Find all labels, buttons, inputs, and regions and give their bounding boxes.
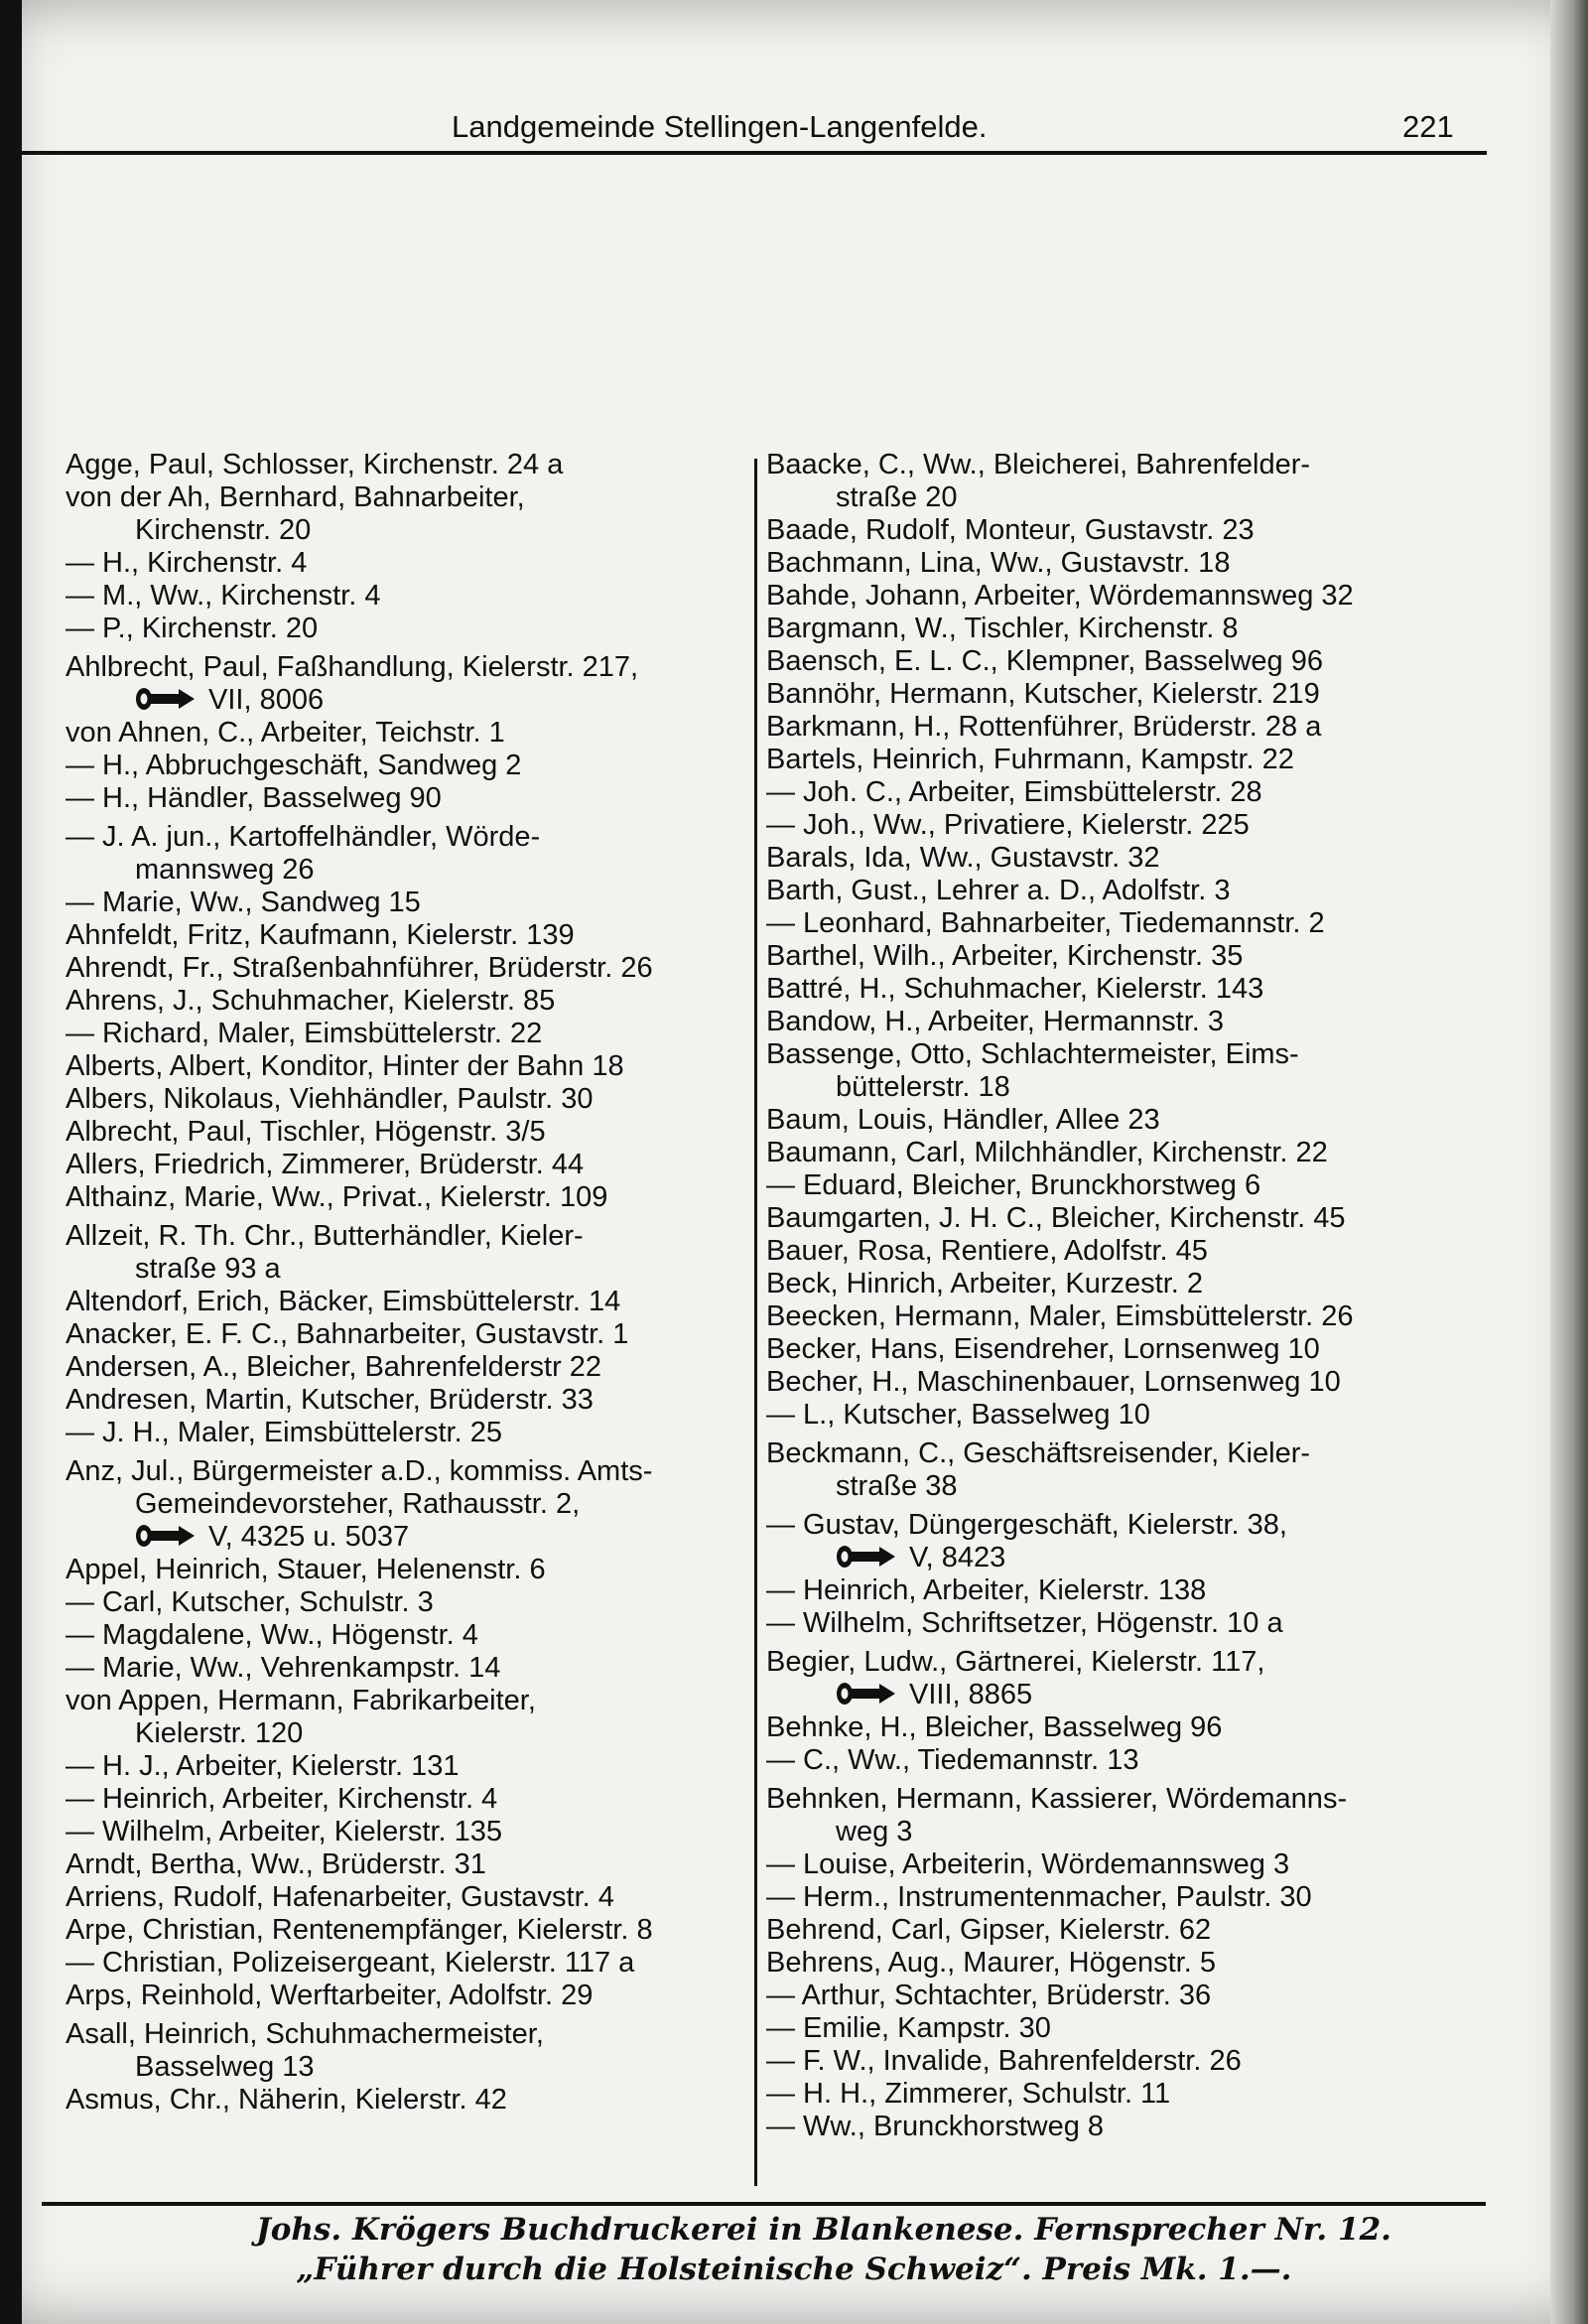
directory-entry — [66, 449, 750, 481]
directory-entry — [766, 1914, 1461, 1947]
footer-rule — [42, 2202, 1486, 2206]
entry-text: — Heinrich, Arbeiter, Kirchenstr. 4 — [66, 1783, 498, 1815]
directory-entry — [66, 2051, 750, 2084]
entry-text: Alberts, Albert, Konditor, Hinter der Bahn 18 — [66, 1050, 624, 1082]
directory-entry — [66, 1816, 750, 1848]
entry-text: Barals, Ida, Ww., Gustavstr. 32 — [766, 842, 1160, 874]
directory-entry — [66, 514, 750, 547]
entry-text: Andersen, A., Bleicher, Bahrenfelderstr 22 — [66, 1351, 602, 1383]
directory-entry — [66, 919, 750, 952]
directory-entry — [766, 1646, 1461, 1679]
directory-entry — [766, 776, 1461, 809]
directory-entry — [66, 1083, 750, 1116]
directory-entry — [766, 1881, 1461, 1914]
entry-text: — Gustav, Düngergeschäft, Kielerstr. 38, — [766, 1509, 1287, 1541]
entry-text: Baum, Louis, Händler, Allee 23 — [766, 1104, 1160, 1136]
directory-entry — [66, 1417, 750, 1449]
entry-text: Asall, Heinrich, Schuhmachermeister, — [66, 2018, 544, 2050]
entry-text: Behrens, Aug., Maurer, Högenstr. 5 — [766, 1947, 1216, 1979]
directory-entry — [66, 1980, 750, 2012]
telephone-receiver-icon — [836, 1680, 897, 1708]
directory-entry — [66, 1116, 750, 1149]
entry-text: Ahnfeldt, Fritz, Kaufmann, Kielerstr. 139 — [66, 919, 575, 951]
entry-text: — Wilhelm, Schriftsetzer, Högenstr. 10 a — [766, 1607, 1283, 1639]
entry-text: von der Ah, Bernhard, Bahnarbeiter, — [66, 481, 525, 513]
entry-text: — Wilhelm, Arbeiter, Kielerstr. 135 — [66, 1816, 502, 1847]
entry-text: Behrend, Carl, Gipser, Kielerstr. 62 — [766, 1914, 1212, 1946]
entry-text: straße 20 — [836, 481, 958, 513]
directory-entry — [766, 973, 1461, 1006]
directory-entry — [66, 1685, 750, 1717]
entry-text: — J. A. jun., Kartoffelhändler, Wörde- — [66, 821, 541, 853]
page-number: 221 — [1402, 109, 1454, 144]
entry-text: straße 38 — [836, 1470, 958, 1502]
directory-entry — [66, 1750, 750, 1783]
directory-entry — [66, 1717, 750, 1750]
directory-entry — [66, 1947, 750, 1980]
entry-text: Behnken, Hermann, Kassierer, Wördemanns- — [766, 1783, 1348, 1815]
entry-text: büttelerstr. 18 — [836, 1071, 1010, 1103]
directory-entry — [766, 907, 1461, 940]
entry-text: — Leonhard, Bahnarbeiter, Tiedemannstr. 2 — [766, 907, 1325, 939]
entry-text: Battré, H., Schuhmacher, Kielerstr. 143 — [766, 973, 1264, 1005]
directory-entry — [66, 1554, 750, 1586]
directory-entry — [766, 1137, 1461, 1169]
directory-entry — [766, 1711, 1461, 1744]
directory-entry — [66, 1181, 750, 1214]
entry-text: — Emilie, Kampstr. 30 — [766, 2012, 1051, 2044]
entry-text: Gemeindevorsteher, Rathausstr. 2, — [135, 1488, 581, 1520]
directory-entry — [766, 1437, 1461, 1470]
directory-entry — [766, 2012, 1461, 2045]
entry-text: Arndt, Bertha, Ww., Brüderstr. 31 — [66, 1848, 486, 1880]
entry-text: Basselweg 13 — [135, 2051, 315, 2083]
directory-entry — [66, 1351, 750, 1384]
entry-text: Bahde, Johann, Arbeiter, Wördemannsweg 32 — [766, 580, 1354, 612]
entry-text: Beecken, Hermann, Maler, Eimsbüttelerstr. 26 — [766, 1300, 1354, 1332]
scan-edge-right — [1550, 0, 1588, 2324]
directory-entry — [766, 2078, 1461, 2111]
entry-text: von Ahnen, C., Arbeiter, Teichstr. 1 — [66, 717, 505, 749]
directory-entry — [66, 1619, 750, 1652]
directory-entry — [766, 678, 1461, 711]
entry-text: VII, 8006 — [208, 684, 325, 716]
entry-text: — P., Kirchenstr. 20 — [66, 613, 319, 644]
entry-text: Bannöhr, Hermann, Kutscher, Kielerstr. 219 — [766, 678, 1320, 710]
directory-entry — [66, 887, 750, 919]
entry-text: — Marie, Ww., Sandweg 15 — [66, 887, 421, 918]
directory-entry — [66, 1914, 750, 1947]
entry-text: — H. J., Arbeiter, Kielerstr. 131 — [66, 1750, 460, 1782]
directory-entry — [66, 651, 750, 684]
directory-entry — [766, 1509, 1461, 1542]
directory-entry — [766, 1169, 1461, 1202]
printer-footer — [0, 2210, 1588, 2289]
directory-entry — [766, 1006, 1461, 1038]
entry-text: Arriens, Rudolf, Hafenarbeiter, Gustavstr. 4 — [66, 1881, 614, 1913]
directory-entry — [766, 1333, 1461, 1366]
entry-text: Baumann, Carl, Milchhändler, Kirchenstr. 22 — [766, 1137, 1328, 1168]
directory-entry — [766, 1574, 1461, 1607]
directory-entry — [766, 1816, 1461, 1848]
entry-text: Bauer, Rosa, Rentiere, Adolfstr. 45 — [766, 1235, 1208, 1267]
directory-entry — [766, 1607, 1461, 1640]
entry-text: Agge, Paul, Schlosser, Kirchenstr. 24 a — [66, 449, 564, 480]
directory-entry — [66, 613, 750, 645]
entry-text: Baacke, C., Ww., Bleicherei, Bahrenfelder- — [766, 449, 1311, 480]
entry-text: — C., Ww., Tiedemannstr. 13 — [766, 1744, 1139, 1776]
directory-entry — [766, 1947, 1461, 1980]
scan-edge-left — [0, 0, 22, 2324]
directory-entry — [766, 2045, 1461, 2078]
footer-line-2: „Führer durch die Holsteinische Schweiz“. Preis Mk. 1.—. — [296, 2252, 1292, 2287]
directory-entry — [66, 1050, 750, 1083]
directory-entry — [766, 1848, 1461, 1881]
directory-entry — [766, 547, 1461, 580]
entry-text: — Carl, Kutscher, Schulstr. 3 — [66, 1586, 434, 1618]
entry-text: — H. H., Zimmerer, Schulstr. 11 — [766, 2078, 1171, 2110]
directory-entry — [766, 711, 1461, 744]
directory-entry — [66, 821, 750, 854]
entry-text: Barkmann, H., Rottenführer, Brüderstr. 28 a — [766, 711, 1322, 743]
entry-text: — Richard, Maler, Eimsbüttelerstr. 22 — [66, 1018, 543, 1049]
telephone-receiver-icon — [135, 685, 197, 713]
entry-text: — M., Ww., Kirchenstr. 4 — [66, 580, 381, 612]
directory-entry — [766, 842, 1461, 875]
directory-entry — [66, 1586, 750, 1619]
page-title: Landgemeinde Stellingen-Langenfelde. — [452, 109, 988, 144]
entry-text: Behnke, H., Bleicher, Basselweg 96 — [766, 1711, 1223, 1743]
entry-text: — Christian, Polizeisergeant, Kielerstr. 117 a — [66, 1947, 635, 1979]
directory-entry — [766, 580, 1461, 613]
entry-text: Ahrendt, Fr., Straßenbahnführer, Brüderstr. 26 — [66, 952, 653, 984]
footer-line-1: Johs. Krögers Buchdruckerei in Blankenese. Fernsprecher Nr. 12. — [256, 2212, 1391, 2248]
directory-entry — [66, 684, 750, 717]
entry-text: Anz, Jul., Bürgermeister a.D., kommiss. Amts- — [66, 1455, 653, 1487]
entry-text: Baensch, E. L. C., Klempner, Basselweg 96 — [766, 645, 1323, 677]
entry-text: — Arthur, Schtachter, Brüderstr. 36 — [766, 1980, 1212, 2011]
header-rule — [20, 151, 1487, 155]
entry-text: Kielerstr. 120 — [135, 1717, 304, 1749]
directory-entry — [66, 750, 750, 782]
directory-entry — [766, 1744, 1461, 1777]
entry-text: — Joh. C., Arbeiter, Eimsbüttelerstr. 28 — [766, 776, 1262, 808]
directory-entry — [66, 1018, 750, 1050]
directory-entry — [766, 1104, 1461, 1137]
entry-text: Albers, Nikolaus, Viehhändler, Paulstr. 30 — [66, 1083, 594, 1115]
entry-text: Bargmann, W., Tischler, Kirchenstr. 8 — [766, 613, 1239, 644]
entry-text: Andresen, Martin, Kutscher, Brüderstr. 33 — [66, 1384, 594, 1416]
directory-entry — [766, 2111, 1461, 2143]
directory-entry — [66, 1253, 750, 1286]
directory-entry — [66, 854, 750, 887]
directory-entry — [66, 1286, 750, 1318]
directory-entry — [66, 1318, 750, 1351]
entry-text: — H., Abbruchgeschäft, Sandweg 2 — [66, 750, 522, 781]
entry-text: — Magdalene, Ww., Högenstr. 4 — [66, 1619, 478, 1651]
entry-text: V, 4325 u. 5037 — [208, 1521, 410, 1553]
entry-text: — Joh., Ww., Privatiere, Kielerstr. 225 — [766, 809, 1250, 841]
directory-entry — [766, 613, 1461, 645]
entry-text: — Ww., Brunckhorstweg 8 — [766, 2111, 1105, 2142]
entry-text: Barthel, Wilh., Arbeiter, Kirchenstr. 35 — [766, 940, 1244, 972]
directory-entry — [766, 1470, 1461, 1503]
directory-entry — [766, 1300, 1461, 1333]
entry-text: Allers, Friedrich, Zimmerer, Brüderstr. 44 — [66, 1149, 585, 1180]
entry-text: — H., Händler, Basselweg 90 — [66, 782, 442, 814]
directory-entry — [766, 1679, 1461, 1711]
entry-text: Anacker, E. F. C., Bahnarbeiter, Gustavstr. 1 — [66, 1318, 629, 1350]
entry-text: Altendorf, Erich, Bäcker, Eimsbüttelerstr. 14 — [66, 1286, 621, 1317]
entry-text: von Appen, Hermann, Fabrikarbeiter, — [66, 1685, 536, 1716]
entry-text: Althainz, Marie, Ww., Privat., Kielerstr. 109 — [66, 1181, 608, 1213]
entry-text: Bartels, Heinrich, Fuhrmann, Kampstr. 22 — [766, 744, 1294, 775]
directory-entry — [66, 1220, 750, 1253]
entry-text: Begier, Ludw., Gärtnerei, Kielerstr. 117, — [766, 1646, 1265, 1678]
entry-text: Kirchenstr. 20 — [135, 514, 312, 546]
entry-text: Allzeit, R. Th. Chr., Butterhändler, Kieler- — [66, 1220, 584, 1252]
directory-entry — [766, 1202, 1461, 1235]
directory-entry — [66, 481, 750, 514]
directory-entry — [766, 1071, 1461, 1104]
directory-entry — [766, 1268, 1461, 1300]
directory-entry — [766, 1783, 1461, 1816]
directory-entry — [66, 1455, 750, 1488]
entry-text: weg 3 — [836, 1816, 913, 1847]
entry-text: — J. H., Maler, Eimsbüttelerstr. 25 — [66, 1417, 502, 1448]
directory-entry — [766, 1235, 1461, 1268]
directory-entry — [766, 875, 1461, 907]
entry-text: straße 93 a — [135, 1253, 281, 1285]
entry-text: Appel, Heinrich, Stauer, Helenenstr. 6 — [66, 1554, 546, 1585]
directory-entry — [766, 744, 1461, 776]
telephone-receiver-icon — [836, 1543, 897, 1571]
entry-text: Becher, H., Maschinenbauer, Lornsenweg 10 — [766, 1366, 1341, 1398]
entry-text: Baumgarten, J. H. C., Bleicher, Kirchenstr. 45 — [766, 1202, 1346, 1234]
entry-text: Barth, Gust., Lehrer a. D., Adolfstr. 3 — [766, 875, 1231, 906]
entry-text: mannsweg 26 — [135, 854, 315, 886]
entry-text: — Eduard, Bleicher, Brunckhorstweg 6 — [766, 1169, 1261, 1201]
directory-entry — [66, 1881, 750, 1914]
directory-entry — [66, 1652, 750, 1685]
left-column — [66, 449, 750, 2117]
entry-text: Bachmann, Lina, Ww., Gustavstr. 18 — [766, 547, 1231, 579]
entry-text: Ahrens, J., Schuhmacher, Kielerstr. 85 — [66, 985, 556, 1017]
directory-entry — [766, 1542, 1461, 1574]
directory-entry — [766, 481, 1461, 514]
directory-entry — [66, 782, 750, 815]
directory-entry — [766, 940, 1461, 973]
entry-text: — L., Kutscher, Basselweg 10 — [766, 1399, 1150, 1431]
directory-entry — [766, 1038, 1461, 1071]
entry-text: VIII, 8865 — [909, 1679, 1033, 1710]
entry-text: — Herm., Instrumentenmacher, Paulstr. 30 — [766, 1881, 1312, 1913]
entry-text: V, 8423 — [909, 1542, 1006, 1573]
directory-entry — [66, 1384, 750, 1417]
directory-entry — [66, 2084, 750, 2117]
directory-entry — [766, 1366, 1461, 1399]
directory-entry — [766, 449, 1461, 481]
directory-entry — [66, 1521, 750, 1554]
entry-text: Ahlbrecht, Paul, Faßhandlung, Kielerstr. 217, — [66, 651, 639, 683]
entry-text: Baade, Rudolf, Monteur, Gustavstr. 23 — [766, 514, 1255, 546]
telephone-receiver-icon — [135, 1522, 197, 1550]
right-column — [766, 449, 1461, 2143]
entry-text: Albrecht, Paul, Tischler, Högenstr. 3/5 — [66, 1116, 546, 1148]
directory-entry — [66, 985, 750, 1018]
directory-entry — [66, 547, 750, 580]
directory-entry — [766, 1399, 1461, 1432]
entry-text: Arps, Reinhold, Werftarbeiter, Adolfstr. 29 — [66, 1980, 594, 2011]
directory-entry — [66, 1783, 750, 1816]
entry-text: — Marie, Ww., Vehrenkampstr. 14 — [66, 1652, 501, 1684]
directory-entry — [66, 2018, 750, 2051]
entry-text: Beck, Hinrich, Arbeiter, Kurzestr. 2 — [766, 1268, 1204, 1299]
column-divider — [754, 459, 757, 2186]
directory-entry — [66, 580, 750, 613]
directory-entry — [66, 1149, 750, 1181]
entry-text: Bandow, H., Arbeiter, Hermannstr. 3 — [766, 1006, 1225, 1037]
directory-entry — [766, 1980, 1461, 2012]
directory-entry — [66, 1488, 750, 1521]
directory-entry — [66, 1848, 750, 1881]
entry-text: Beckmann, C., Geschäftsreisender, Kieler- — [766, 1437, 1311, 1469]
entry-text: Becker, Hans, Eisendreher, Lornsenweg 10 — [766, 1333, 1320, 1365]
directory-entry — [766, 514, 1461, 547]
entry-text: Arpe, Christian, Rentenempfänger, Kielerstr. 8 — [66, 1914, 653, 1946]
entry-text: Bassenge, Otto, Schlachtermeister, Eims- — [766, 1038, 1299, 1070]
entry-text: Asmus, Chr., Näherin, Kielerstr. 42 — [66, 2084, 507, 2116]
entry-text: — F. W., Invalide, Bahrenfelderstr. 26 — [766, 2045, 1242, 2077]
directory-entry — [766, 809, 1461, 842]
entry-text: — H., Kirchenstr. 4 — [66, 547, 308, 579]
entry-text: — Heinrich, Arbeiter, Kielerstr. 138 — [766, 1574, 1207, 1606]
directory-entry — [766, 645, 1461, 678]
entry-text: — Louise, Arbeiterin, Wördemannsweg 3 — [766, 1848, 1290, 1880]
page-header — [452, 102, 1454, 152]
directory-entry — [66, 952, 750, 985]
directory-entry — [66, 717, 750, 750]
